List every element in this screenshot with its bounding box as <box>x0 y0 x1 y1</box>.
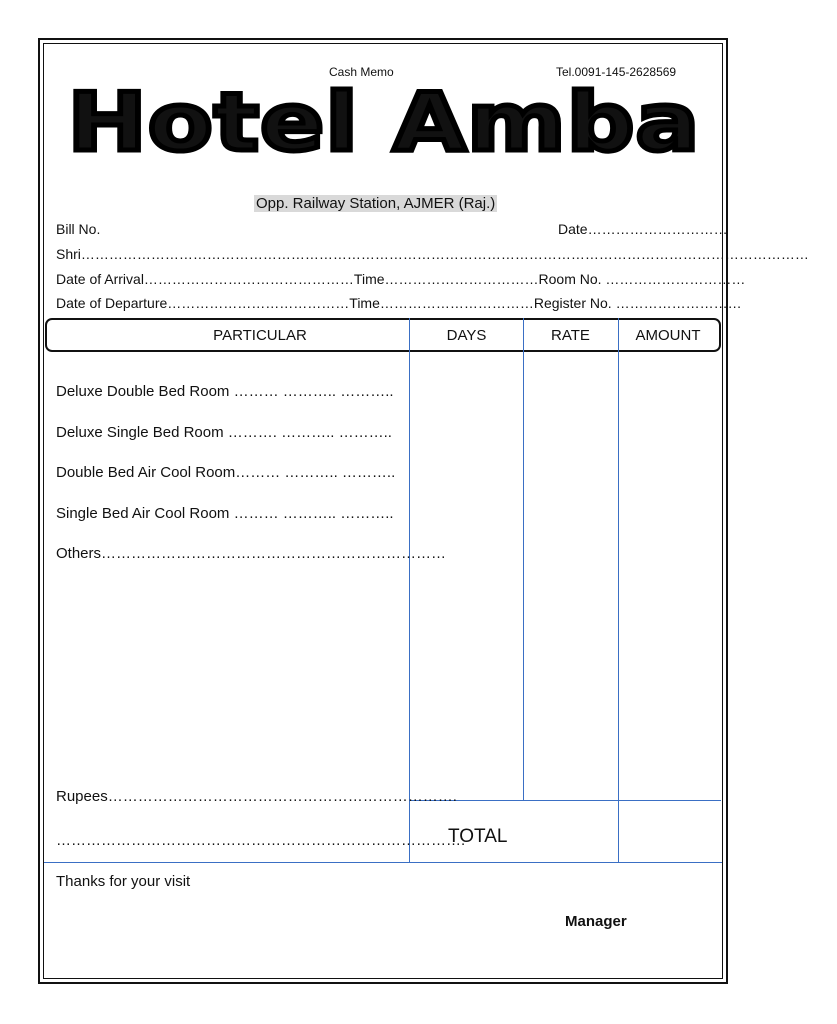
total-label: TOTAL <box>448 826 508 847</box>
column-rate: RATE <box>551 327 590 344</box>
rule-rate-amount <box>618 318 619 862</box>
manager-signature-label: Manager <box>565 913 627 930</box>
address <box>254 195 497 212</box>
item-row: Single Bed Air Cool Room ……… ……….. ……….. <box>56 505 394 522</box>
column-particular: PARTICULAR <box>213 327 307 344</box>
departure-field: Date of Departure…………………………………Time……………………………Register No. ……………………… <box>56 295 742 311</box>
column-days: DAYS <box>446 327 487 344</box>
item-row: Double Bed Air Cool Room……… ……….. ……….. <box>56 464 396 481</box>
address-text: Opp. Railway Station, AJMER (Raj.) <box>256 195 496 212</box>
cash-memo-label: Cash Memo <box>329 65 394 79</box>
date-field: Date………………………… <box>558 221 728 237</box>
item-row: Others…………………………………………………………… <box>56 545 447 562</box>
hotel-name: Hotel Amba <box>67 76 701 169</box>
column-amount: AMOUNT <box>635 327 701 344</box>
rupees-field: Rupees……………………………………………………………. <box>56 788 457 805</box>
arrival-field: Date of Arrival………………………………………Time……………………………Room No. ………………………… <box>56 271 746 287</box>
bill-no-field: Bill No. <box>56 221 101 237</box>
rule-particular-days <box>409 318 410 862</box>
thanks-note: Thanks for your visit <box>56 873 191 890</box>
telephone: Tel.0091-145-2628569 <box>556 65 677 79</box>
rule-days-rate <box>523 318 524 800</box>
shri-field: Shri………………………………………………………………………………………………………………………………………… <box>56 246 809 262</box>
rule-footer-top <box>44 862 722 863</box>
item-row: Deluxe Single Bed Room ………. ……….. ……….. <box>56 424 392 441</box>
rupees-line: ………………………………………………………………………. <box>56 832 466 849</box>
item-row: Deluxe Double Bed Room ……… ……….. ……….. <box>56 383 394 400</box>
